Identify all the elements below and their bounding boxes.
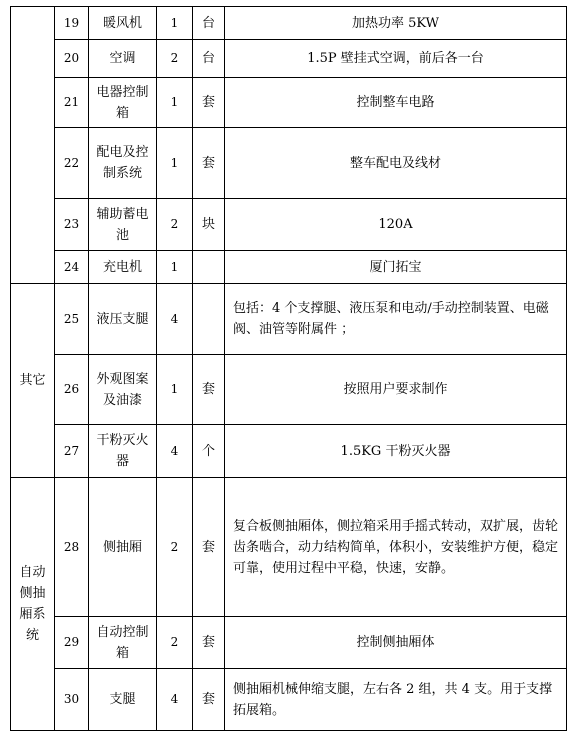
item-unit: 块 bbox=[193, 199, 225, 251]
row-number: 23 bbox=[55, 199, 89, 251]
item-spec: 120A bbox=[225, 199, 567, 251]
item-unit: 台 bbox=[193, 40, 225, 78]
item-name: 侧抽厢 bbox=[89, 478, 157, 617]
table-row bbox=[11, 669, 567, 731]
item-unit: 套 bbox=[193, 478, 225, 617]
item-quantity: 2 bbox=[157, 199, 193, 251]
item-name: 液压支腿 bbox=[89, 284, 157, 355]
row-number: 27 bbox=[55, 425, 89, 478]
item-quantity: 1 bbox=[157, 7, 193, 40]
item-unit: 套 bbox=[193, 128, 225, 199]
item-unit: 套 bbox=[193, 617, 225, 669]
item-name: 外观图案及油漆 bbox=[89, 355, 157, 425]
item-name: 配电及控制系统 bbox=[89, 128, 157, 199]
row-number: 24 bbox=[55, 251, 89, 284]
row-number: 25 bbox=[55, 284, 89, 355]
table-row bbox=[11, 617, 567, 669]
row-number: 26 bbox=[55, 355, 89, 425]
row-number: 21 bbox=[55, 78, 89, 128]
item-spec: 侧抽厢机械伸缩支腿，左右各 2 组，共 4 支。用于支撑拓展箱。 bbox=[225, 669, 567, 731]
item-spec: 1.5P 壁挂式空调，前后各一台 bbox=[225, 40, 567, 78]
item-name: 充电机 bbox=[89, 251, 157, 284]
table-row bbox=[11, 355, 567, 425]
item-unit bbox=[193, 251, 225, 284]
row-number: 30 bbox=[55, 669, 89, 731]
item-name: 干粉灭火器 bbox=[89, 425, 157, 478]
item-spec: 包括：4 个支撑腿、液压泵和电动/手动控制装置、电磁阀、油管等附属件 ； bbox=[225, 284, 567, 355]
row-number: 19 bbox=[55, 7, 89, 40]
item-quantity: 1 bbox=[157, 128, 193, 199]
category-cell: 自动侧抽厢系统 bbox=[11, 478, 55, 731]
table-row bbox=[11, 128, 567, 199]
item-unit bbox=[193, 284, 225, 355]
row-number: 29 bbox=[55, 617, 89, 669]
item-spec: 整车配电及线材 bbox=[225, 128, 567, 199]
item-quantity: 1 bbox=[157, 251, 193, 284]
item-quantity: 4 bbox=[157, 425, 193, 478]
item-name: 空调 bbox=[89, 40, 157, 78]
table-row bbox=[11, 199, 567, 251]
item-name: 辅助蓄电池 bbox=[89, 199, 157, 251]
table-row bbox=[11, 425, 567, 478]
item-name: 支腿 bbox=[89, 669, 157, 731]
row-number: 20 bbox=[55, 40, 89, 78]
table-row bbox=[11, 7, 567, 40]
item-name: 自动控制箱 bbox=[89, 617, 157, 669]
item-quantity: 2 bbox=[157, 478, 193, 617]
table-row bbox=[11, 284, 567, 355]
table-row bbox=[11, 78, 567, 128]
item-unit: 个 bbox=[193, 425, 225, 478]
item-spec: 厦门拓宝 bbox=[225, 251, 567, 284]
item-unit: 台 bbox=[193, 7, 225, 40]
item-unit: 套 bbox=[193, 78, 225, 128]
category-cell bbox=[11, 7, 55, 284]
item-spec: 复合板侧抽厢体，侧拉箱采用手摇式转动，双扩展，齿轮齿条啮合，动力结构简单，体积小，安装维护方便，稳定可靠，使用过程中平稳，快速，安静。 bbox=[225, 478, 567, 617]
item-name: 电器控制箱 bbox=[89, 78, 157, 128]
item-unit: 套 bbox=[193, 669, 225, 731]
item-quantity: 2 bbox=[157, 40, 193, 78]
item-spec: 1.5KG 干粉灭火器 bbox=[225, 425, 567, 478]
item-quantity: 2 bbox=[157, 617, 193, 669]
item-spec: 控制整车电路 bbox=[225, 78, 567, 128]
item-spec: 按照用户要求制作 bbox=[225, 355, 567, 425]
item-quantity: 1 bbox=[157, 355, 193, 425]
item-quantity: 4 bbox=[157, 284, 193, 355]
row-number: 22 bbox=[55, 128, 89, 199]
item-unit: 套 bbox=[193, 355, 225, 425]
row-number: 28 bbox=[55, 478, 89, 617]
equipment-table bbox=[10, 6, 567, 731]
table-row bbox=[11, 40, 567, 78]
item-quantity: 4 bbox=[157, 669, 193, 731]
table-row bbox=[11, 251, 567, 284]
item-spec: 控制侧抽厢体 bbox=[225, 617, 567, 669]
item-spec: 加热功率 5KW bbox=[225, 7, 567, 40]
item-quantity: 1 bbox=[157, 78, 193, 128]
item-name: 暖风机 bbox=[89, 7, 157, 40]
category-cell: 其它 bbox=[11, 284, 55, 478]
table-row bbox=[11, 478, 567, 617]
